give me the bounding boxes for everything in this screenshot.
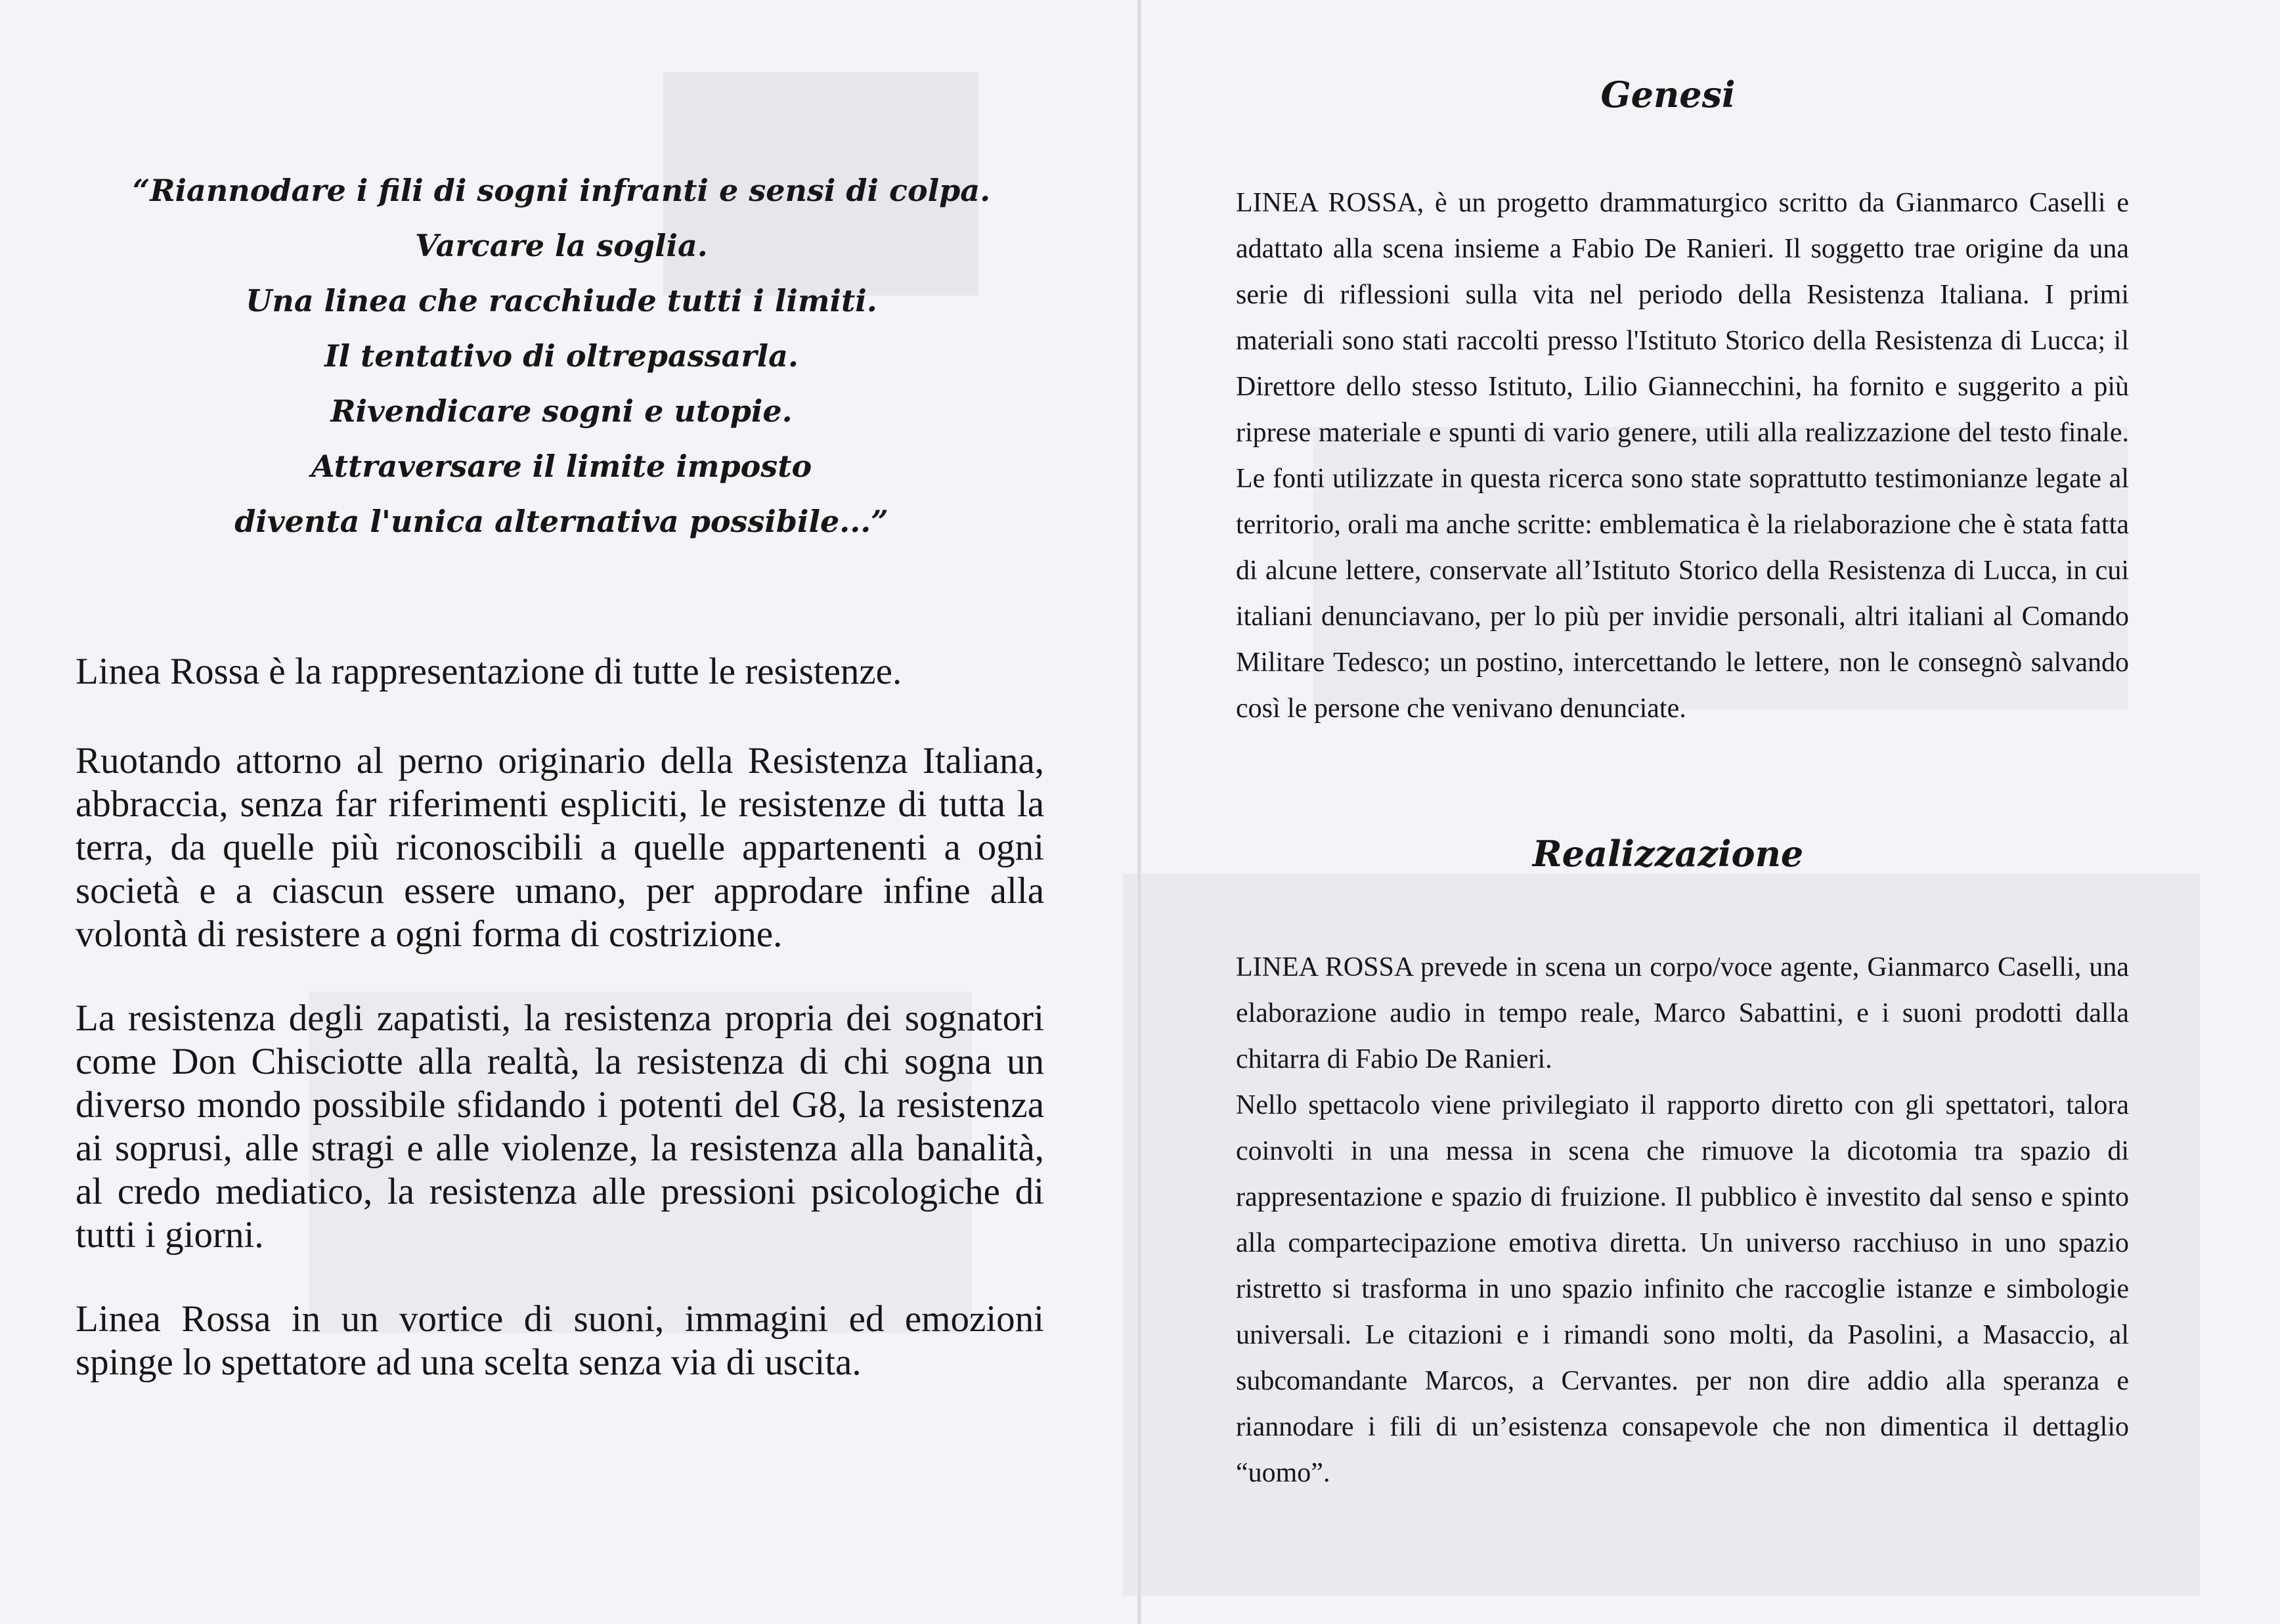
realizzazione-body-text: [1236, 944, 2129, 1496]
quote-line: Una linea che racchiude tutti i limiti.: [246, 283, 877, 318]
epigraph-quote: [112, 163, 1011, 549]
left-page: [0, 0, 1137, 1624]
section-title-genesi: Genesi: [1600, 74, 1736, 116]
quote-line: diventa l'unica alternativa possibile...”: [234, 504, 888, 539]
left-body-text: [76, 650, 1044, 1425]
quote-line: Rivendicare sogni e utopie.: [330, 393, 793, 429]
quote-line: Varcare la soglia.: [415, 228, 708, 263]
body-paragraph: LINEA ROSSA prevede in scena un corpo/voce agente, Gianmarco Caselli, una elaborazione audio in tempo reale, Marco Sabattini, e i suoni prodotti dalla chitarra di Fabio De Ranieri.: [1236, 952, 2129, 1074]
body-paragraph: Nello spettacolo viene privilegiato il rapporto diretto con gli spettatori, talora coinvolti in una messa in scena che rimuove la dicotomia tra spazio di rappresentazione e spazio di fruizione. Il pubblico è investito dal senso e spinto alla compartecipazione emotiva diretta. Un universo racchiuso in uno spazio ristretto si trasforma in uno spazio infinito che raccoglie istanze e simbologie universali. Le citazioni e i rimandi sono molti, da Pasolini, a Masaccio, al subcomandante Marcos, a Cervantes. per non dire addio alla speranza e riannodare i fili di un’esistenza consapevole che non dimentica il dettaglio “uomo”.: [1236, 1090, 2129, 1488]
body-paragraph: LINEA ROSSA, è un progetto drammaturgico scritto da Gianmarco Caselli e adattato alla scena insieme a Fabio De Ranieri. Il soggetto trae origine da una serie di riflessioni sulla vita nel periodo della Resistenza Italiana. I primi materiali sono stati raccolti presso l'Istituto Storico della Resistenza di Lucca; il Direttore dello stesso Istituto, Lilio Giannecchini, ha fornito e suggerito a più riprese materiale e spunti di vario genere, utili alla realizzazione del testo finale. Le fonti utilizzate in questa ricerca sono state soprattutto testimonianze legate al territorio, orali ma anche scritte: emblematica è la rielaborazione che è stata fatta di alcune lettere, conservate all’Istituto Storico della Resistenza di Lucca, in cui italiani denunciavano, per lo più per invidie personali, altri italiani al Comando Militare Tedesco; un postino, intercettando le lettere, non le consegnò salvando così le persone che venivano denunciate.: [1236, 188, 2129, 724]
quote-line: “Riannodare i fili di sogni infranti e sensi di colpa.: [132, 173, 991, 208]
body-paragraph: Linea Rossa in un vortice di suoni, immagini ed emozioni spinge lo spettatore ad una scelta senza via di uscita.: [76, 1298, 1044, 1383]
quote-line: Il tentativo di oltrepassarla.: [324, 338, 799, 374]
page-fold: [1137, 0, 1141, 1624]
body-paragraph: Linea Rossa è la rappresentazione di tutte le resistenze.: [76, 651, 902, 692]
genesi-body-text: [1236, 180, 2129, 732]
body-paragraph: Ruotando attorno al perno originario della Resistenza Italiana, abbraccia, senza far riferimenti espliciti, le resistenze di tutta la terra, da quelle più riconoscibili a quelle appartenenti a ogni società e a ciascun essere umano, per approdare infine alla volontà di resistere a ogni forma di costrizione.: [76, 740, 1044, 955]
body-paragraph: La resistenza degli zapatisti, la resistenza propria dei sognatori come Don Chisciotte alla realtà, la resistenza di chi sogna un diverso mondo possibile sfidando i potenti del G8, la resistenza ai soprusi, alle stragi e alle violenze, la resistenza alla banalità, al credo mediatico, la resistenza alle pressioni psicologiche di tutti i giorni.: [76, 998, 1044, 1256]
quote-line: Attraversare il limite imposto: [311, 449, 812, 484]
section-title-realizzazione: Realizzazione: [1532, 833, 1804, 875]
